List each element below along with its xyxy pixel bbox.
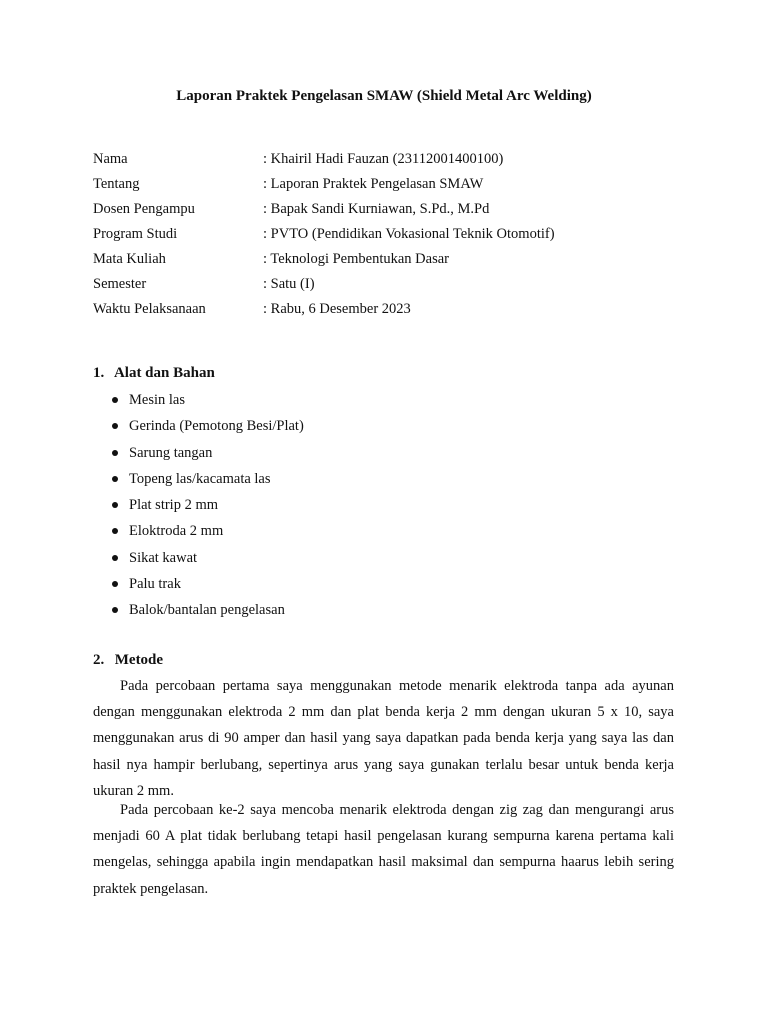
bullet-icon [112,528,118,534]
info-label: Tentang [93,176,140,192]
bullet-icon [112,607,118,613]
list-item: Palu trak [108,574,304,600]
bullet-icon [112,555,118,561]
section-number: 2. [93,652,105,668]
list-item: Balok/bantalan pengelasan [108,600,304,626]
section-title: Metode [114,652,164,668]
section-heading-alat-dan-bahan [93,365,215,382]
info-value: : Khairil Hadi Fauzan (23112001400100) [263,151,504,167]
method-paragraph-1: Pada percobaan pertama saya menggunakan metode menarik elektroda tanpa ada ayunan dengan menggunakan elektroda 2 mm dan plat benda kerja 2 mm dengan ukuran 5 x 10, saya menggunakan arus di 90 amper dan hasil yang saya dapatkan pada benda kerja yang saya las dan hasil nya hampir berlubang, sepertinya arus yang saya gunakan terlalu besar untuk benda kerja ukuran 2 mm. [93,678,674,799]
info-value: : Laporan Praktek Pengelasan SMAW [263,176,484,192]
bullet-icon [112,423,118,429]
section-heading-metode [93,652,163,669]
section-number: 1. [93,365,105,381]
info-label: Waktu Pelaksanaan [93,301,206,317]
list-item: Sikat kawat [108,548,304,574]
info-label: Dosen Pengampu [93,201,195,217]
info-label: Nama [93,151,128,167]
list-item: Mesin las [108,390,304,416]
bullet-icon [112,581,118,587]
info-value: : Teknologi Pembentukan Dasar [263,251,449,267]
document-title: Laporan Praktek Pengelasan SMAW (Shield Metal Arc Welding) [176,88,592,104]
bullet-icon [112,476,118,482]
section-title: Alat dan Bahan [113,365,215,381]
bullet-icon [112,502,118,508]
info-value: : Bapak Sandi Kurniawan, S.Pd., M.Pd [263,201,490,217]
list-item: Eloktroda 2 mm [108,521,304,547]
info-value: : Rabu, 6 Desember 2023 [263,301,411,317]
info-label: Semester [93,276,147,292]
info-label: Program Studi [93,226,178,242]
bullet-icon [112,397,118,403]
list-item: Gerinda (Pemotong Besi/Plat) [108,416,304,442]
bullet-icon [112,450,118,456]
list-item: Topeng las/kacamata las [108,469,304,495]
info-value: : PVTO (Pendidikan Vokasional Teknik Otomotif) [263,226,555,242]
info-value: : Satu (I) [263,276,315,292]
list-item: Plat strip 2 mm [108,495,304,521]
list-item: Sarung tangan [108,443,304,469]
method-paragraph-2: Pada percobaan ke-2 saya mencoba menarik elektroda dengan zig zag dan mengurangi arus menjadi 60 A plat tidak berlubang tetapi hasil pengelasan kurang sempurna karena pertama kali mengelas, sehingga apabila ingin mendapatkan hasil maksimal dan sempurna haarus lebih sering praktek pengelasan. [93,802,674,897]
tools-list [108,390,304,627]
info-label: Mata Kuliah [93,251,166,267]
